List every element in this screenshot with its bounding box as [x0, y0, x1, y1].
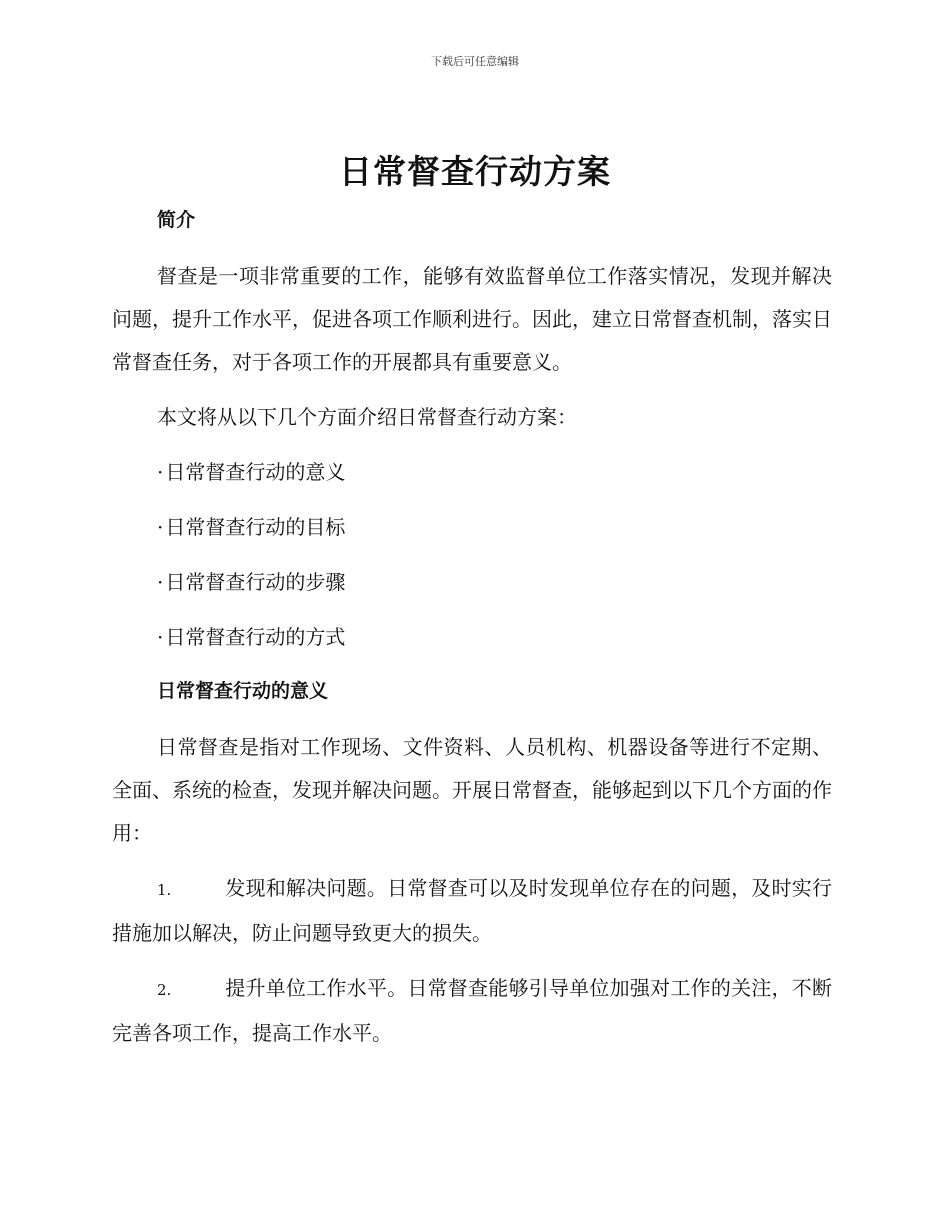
bullet-item — [112, 561, 832, 604]
section-heading-intro: 简介 — [157, 209, 196, 231]
bullet-text: 日常督查行动的步骤 — [165, 570, 346, 594]
number-marker: 2. — [157, 981, 172, 999]
bullet-marker: · — [157, 625, 164, 649]
intro-list-lead: 本文将从以下几个方面介绍日常督查行动方案： — [157, 405, 577, 429]
bullet-text: 日常督查行动的目标 — [165, 515, 346, 539]
significance-paragraph: 日常督查是指对工作现场、文件资料、人员机构、机器设备等进行不定期、全面、系统的检查，发现并解决问题。开展日常督查，能够起到以下几个方面的作用： — [112, 735, 832, 845]
bullet-marker: · — [157, 515, 164, 539]
bullet-item — [112, 506, 832, 549]
numbered-item-text: 发现和解决问题。日常督查可以及时发现单位存在的问题，及时实行措施加以解决，防止问题导致更大的损失。 — [112, 876, 832, 945]
bullet-item — [112, 616, 832, 659]
document-title: 日常督查行动方案 — [339, 152, 611, 191]
bullet-marker: · — [157, 460, 164, 484]
bullet-item — [112, 451, 832, 494]
numbered-item — [112, 867, 832, 955]
numbered-item — [112, 967, 832, 1055]
bullet-text: 日常督查行动的意义 — [165, 460, 346, 484]
numbered-item-text: 提升单位工作水平。日常督查能够引导单位加强对工作的关注，不断完善各项工作，提高工作水平。 — [112, 976, 832, 1045]
header-note: 下载后可任意编辑 — [431, 55, 519, 68]
bullet-text: 日常督查行动的方式 — [165, 625, 346, 649]
intro-paragraph: 督查是一项非常重要的工作，能够有效监督单位工作落实情况，发现并解决问题，提升工作水平，促进各项工作顺利进行。因此，建立日常督查机制，落实日常督查任务，对于各项工作的开展都具有重要意义。 — [112, 264, 832, 374]
document-body — [112, 200, 832, 1067]
section-heading-significance: 日常督查行动的意义 — [157, 680, 329, 702]
number-marker: 1. — [157, 881, 172, 899]
bullet-marker: · — [157, 570, 164, 594]
